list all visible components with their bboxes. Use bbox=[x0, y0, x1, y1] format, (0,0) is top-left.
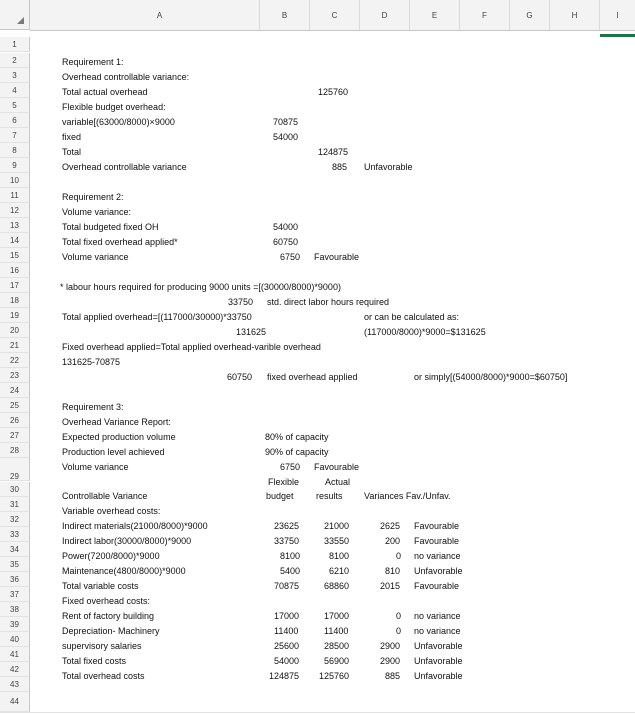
cell-r29b[interactable]: 6750 bbox=[280, 462, 301, 472]
cell-r12a[interactable]: Volume variance: bbox=[62, 207, 132, 217]
row-header-43[interactable]: 43 bbox=[0, 677, 30, 692]
row-header-44[interactable]: 44 bbox=[0, 692, 30, 712]
row-header-38[interactable]: 38 bbox=[0, 602, 30, 617]
row-header-22[interactable]: 22 bbox=[0, 353, 30, 368]
cell-r38e[interactable]: no variance bbox=[414, 611, 461, 621]
row-header-26[interactable]: 26 bbox=[0, 413, 30, 428]
select-all-triangle-icon bbox=[17, 17, 24, 24]
cell-r15a[interactable]: Volume variance bbox=[62, 252, 129, 262]
cell-r8c[interactable]: 124875 bbox=[318, 147, 349, 157]
cell-r11a[interactable]: Requirement 2: bbox=[62, 192, 124, 202]
column-header-b[interactable]: B bbox=[260, 0, 310, 30]
cell-r39d[interactable]: 0 bbox=[396, 626, 402, 636]
row-header-15[interactable]: 15 bbox=[0, 248, 30, 263]
row-header-11[interactable]: 11 bbox=[0, 188, 30, 203]
cell-r35e[interactable]: Unfavorable bbox=[414, 566, 463, 576]
cell-r29c[interactable]: Favourable bbox=[314, 462, 360, 472]
row-header-32[interactable]: 32 bbox=[0, 512, 30, 527]
cell-r40d[interactable]: 2900 bbox=[380, 641, 401, 651]
row-header-28[interactable]: 28 bbox=[0, 443, 30, 458]
cell-r41d[interactable]: 2900 bbox=[380, 656, 401, 666]
cell-r41e[interactable]: Unfavorable bbox=[414, 656, 463, 666]
cell-r13a[interactable]: Total budgeted fixed OH bbox=[62, 222, 159, 232]
cell-r33d[interactable]: 200 bbox=[385, 536, 401, 546]
column-header-f[interactable]: F bbox=[460, 0, 510, 30]
select-all-corner[interactable] bbox=[0, 0, 30, 30]
cell-r34b[interactable]: 8100 bbox=[280, 551, 301, 561]
cell-r3a[interactable]: Overhead controllable variance: bbox=[62, 72, 190, 82]
row-header-17[interactable]: 17 bbox=[0, 278, 30, 293]
row-header-6[interactable]: 6 bbox=[0, 113, 30, 128]
cell-r30b[interactable]: budget bbox=[266, 491, 294, 501]
cell-r21a[interactable]: Fixed overhead applied=Total applied overhead-varible overhead bbox=[62, 342, 321, 352]
cell-r14a[interactable]: Total fixed overhead applied* bbox=[62, 237, 178, 247]
cell-r30d[interactable]: Variances Fav./Unfav. bbox=[364, 491, 451, 501]
cell-r32c[interactable]: 21000 bbox=[324, 521, 350, 531]
cell-r8a[interactable]: Total bbox=[62, 147, 82, 157]
row-header-35[interactable]: 35 bbox=[0, 557, 30, 572]
cell-r27b[interactable]: 80% of capacity bbox=[265, 432, 329, 442]
row-header-37[interactable]: 37 bbox=[0, 587, 30, 602]
cell-r30c[interactable]: results bbox=[316, 491, 343, 501]
cell-r40a[interactable]: supervisory salaries bbox=[62, 641, 142, 651]
row-header-20[interactable]: 20 bbox=[0, 323, 30, 338]
cell-r20b[interactable]: 131625 bbox=[236, 327, 267, 337]
cell-r35b[interactable]: 5400 bbox=[280, 566, 301, 576]
cell-r6b[interactable]: 70875 bbox=[273, 117, 299, 127]
row-header-13[interactable]: 13 bbox=[0, 218, 30, 233]
cell-r41b[interactable]: 54000 bbox=[274, 656, 300, 666]
column-header-d[interactable]: D bbox=[360, 0, 410, 30]
cell-r2a[interactable]: Requirement 1: bbox=[62, 57, 124, 67]
cell-r40c[interactable]: 28500 bbox=[324, 641, 350, 651]
cell-r39c[interactable]: 11400 bbox=[324, 626, 349, 636]
column-header-e[interactable]: E bbox=[410, 0, 460, 30]
cell-r40b[interactable]: 25600 bbox=[274, 641, 300, 651]
cell-r9d[interactable]: Unfavorable bbox=[364, 162, 413, 172]
cell-r40e[interactable]: Unfavorable bbox=[414, 641, 463, 651]
row-header-7[interactable]: 7 bbox=[0, 128, 30, 143]
cell-r42d[interactable]: 885 bbox=[385, 671, 401, 681]
cell-r32b[interactable]: 23625 bbox=[274, 521, 300, 531]
column-header-h[interactable]: H bbox=[550, 0, 600, 30]
cell-r18b[interactable]: 33750 bbox=[228, 297, 254, 307]
cell-r36d[interactable]: 2015 bbox=[380, 581, 401, 591]
grid-bottom-border bbox=[0, 712, 635, 713]
row-header-4[interactable]: 4 bbox=[0, 83, 30, 98]
row-header-29[interactable]: 29 bbox=[0, 458, 30, 481]
cell-r42a[interactable]: Total overhead costs bbox=[62, 671, 145, 681]
row-header-16[interactable]: 16 bbox=[0, 263, 30, 278]
row-header-9[interactable]: 9 bbox=[0, 158, 30, 173]
cell-r36b[interactable]: 70875 bbox=[274, 581, 300, 591]
row-header-14[interactable]: 14 bbox=[0, 233, 30, 248]
row-header-3[interactable]: 3 bbox=[0, 68, 30, 83]
cell-r15c[interactable]: Favourable bbox=[314, 252, 360, 262]
cell-r35d[interactable]: 810 bbox=[385, 566, 401, 576]
cell-r31a[interactable]: Variable overhead costs: bbox=[62, 506, 161, 516]
row-header-39[interactable]: 39 bbox=[0, 617, 30, 632]
cell-r18c[interactable]: std. direct labor hours required bbox=[267, 297, 390, 307]
selected-column-indicator bbox=[600, 34, 635, 37]
row-header-19[interactable]: 19 bbox=[0, 308, 30, 323]
cell-r7b[interactable]: 54000 bbox=[273, 132, 299, 142]
row-header-34[interactable]: 34 bbox=[0, 542, 30, 557]
cell-r41a[interactable]: Total fixed costs bbox=[62, 656, 127, 666]
column-header-i[interactable]: I bbox=[616, 11, 619, 20]
row-header-42[interactable]: 42 bbox=[0, 662, 30, 677]
cell-r6a[interactable]: variable[(63000/8000)×9000 bbox=[62, 117, 175, 127]
cell-r26a[interactable]: Overhead Variance Report: bbox=[62, 417, 171, 427]
cell-r9a[interactable]: Overhead controllable variance bbox=[62, 162, 187, 172]
cell-r29a[interactable]: Volume variance bbox=[62, 462, 129, 472]
row-header-41[interactable]: 41 bbox=[0, 647, 30, 662]
cell-r9c[interactable]: 885 bbox=[332, 162, 348, 172]
cell-r32d[interactable]: 2625 bbox=[380, 521, 401, 531]
row-header-24[interactable]: 24 bbox=[0, 383, 30, 398]
row-header-31[interactable]: 31 bbox=[0, 497, 30, 512]
row-header-23[interactable]: 23 bbox=[0, 368, 30, 383]
cell-r33c[interactable]: 33550 bbox=[324, 536, 350, 546]
cell-r4c[interactable]: 125760 bbox=[318, 87, 349, 97]
row-header-40[interactable]: 40 bbox=[0, 632, 30, 647]
cell-r39e[interactable]: no variance bbox=[414, 626, 461, 636]
cell-r15b[interactable]: 6750 bbox=[280, 252, 301, 262]
cell-r14b[interactable]: 60750 bbox=[273, 237, 299, 247]
cell-r7a[interactable]: fixed bbox=[62, 132, 82, 142]
cell-r35a[interactable]: Maintenance(4800/8000)*9000 bbox=[62, 566, 186, 576]
cell-r34d[interactable]: 0 bbox=[396, 551, 402, 561]
cell-r19e[interactable]: or can be calculated as: bbox=[364, 312, 460, 322]
cell-r5a[interactable]: Flexible budget overhead: bbox=[62, 102, 166, 112]
cell-r33a[interactable]: Indirect labor(30000/8000)*9000 bbox=[62, 536, 192, 546]
cell-r30b1[interactable]: Flexible bbox=[268, 477, 300, 487]
cell-r17a[interactable]: * labour hours required for producing 9000 units =[(30000/8000)*9000) bbox=[60, 282, 341, 292]
cell-r39b[interactable]: 11400 bbox=[274, 626, 299, 636]
cell-r36c[interactable]: 68860 bbox=[324, 581, 350, 591]
cell-r28b[interactable]: 90% of capacity bbox=[265, 447, 329, 457]
cell-r20e[interactable]: (117000/8000)*9000=$131625 bbox=[364, 327, 486, 337]
cell-r41c[interactable]: 56900 bbox=[324, 656, 350, 666]
cell-r34c[interactable]: 8100 bbox=[329, 551, 350, 561]
cell-r37a[interactable]: Fixed overhead costs: bbox=[62, 596, 151, 606]
cell-r39a[interactable]: Depreciation- Machinery bbox=[62, 626, 160, 636]
row-header-30[interactable]: 30 bbox=[0, 482, 30, 497]
column-header-a[interactable]: A bbox=[60, 0, 260, 30]
row-header-10[interactable]: 10 bbox=[0, 173, 30, 188]
cell-r23b[interactable]: 60750 bbox=[227, 372, 253, 382]
cell-r28a[interactable]: Production level achieved bbox=[62, 447, 165, 457]
row-header-12[interactable]: 12 bbox=[0, 203, 30, 218]
cell-r23f[interactable]: or simply[(54000/8000)*9000=$60750] bbox=[414, 372, 568, 382]
cell-r19a[interactable]: Total applied overhead=[(117000/30000)*33750 bbox=[62, 312, 252, 322]
cell-r25a[interactable]: Requirement 3: bbox=[62, 402, 124, 412]
cell-r32e[interactable]: Favourable bbox=[414, 521, 460, 531]
row-header-25[interactable]: 25 bbox=[0, 398, 30, 413]
row-header-27[interactable]: 27 bbox=[0, 428, 30, 443]
row-header-33[interactable]: 33 bbox=[0, 527, 30, 542]
cell-r42e[interactable]: Unfavorable bbox=[414, 671, 463, 681]
cell-r34e[interactable]: no variance bbox=[414, 551, 461, 561]
row-header-21[interactable]: 21 bbox=[0, 338, 30, 353]
cell-r32a[interactable]: Indirect materials(21000/8000)*9000 bbox=[62, 521, 208, 531]
cell-r30a[interactable]: Controllable Variance bbox=[62, 491, 148, 501]
cell-r23c[interactable]: fixed overhead applied bbox=[267, 372, 358, 382]
cell-r22a[interactable]: 131625-70875 bbox=[62, 357, 121, 367]
row-header-1[interactable]: 1 bbox=[0, 37, 30, 52]
cell-r38b[interactable]: 17000 bbox=[274, 611, 300, 621]
cell-r27a[interactable]: Expected production volume bbox=[62, 432, 176, 442]
row-header-36[interactable]: 36 bbox=[0, 572, 30, 587]
row-header-2[interactable]: 2 bbox=[0, 53, 30, 68]
row-header-8[interactable]: 8 bbox=[0, 143, 30, 158]
cell-r38d[interactable]: 0 bbox=[396, 611, 402, 621]
column-header-g[interactable]: G bbox=[510, 0, 550, 30]
cell-r38a[interactable]: Rent of factory building bbox=[62, 611, 155, 621]
cell-r30c1[interactable]: Actual bbox=[325, 477, 351, 487]
column-header-c[interactable]: C bbox=[310, 0, 360, 30]
cell-r36e[interactable]: Favourable bbox=[414, 581, 460, 591]
cell-r4a[interactable]: Total actual overhead bbox=[62, 87, 148, 97]
cell-r42c[interactable]: 125760 bbox=[319, 671, 350, 681]
row-header-5[interactable]: 5 bbox=[0, 98, 30, 113]
cell-r35c[interactable]: 6210 bbox=[329, 566, 350, 576]
cell-r13b[interactable]: 54000 bbox=[273, 222, 299, 232]
cell-r33b[interactable]: 33750 bbox=[274, 536, 300, 546]
cell-r36a[interactable]: Total variable costs bbox=[62, 581, 139, 591]
cell-r38c[interactable]: 17000 bbox=[324, 611, 350, 621]
row-header-18[interactable]: 18 bbox=[0, 293, 30, 308]
cell-r33e[interactable]: Favourable bbox=[414, 536, 460, 546]
cell-r34a[interactable]: Power(7200/8000)*9000 bbox=[62, 551, 160, 561]
cell-r42b[interactable]: 124875 bbox=[269, 671, 300, 681]
